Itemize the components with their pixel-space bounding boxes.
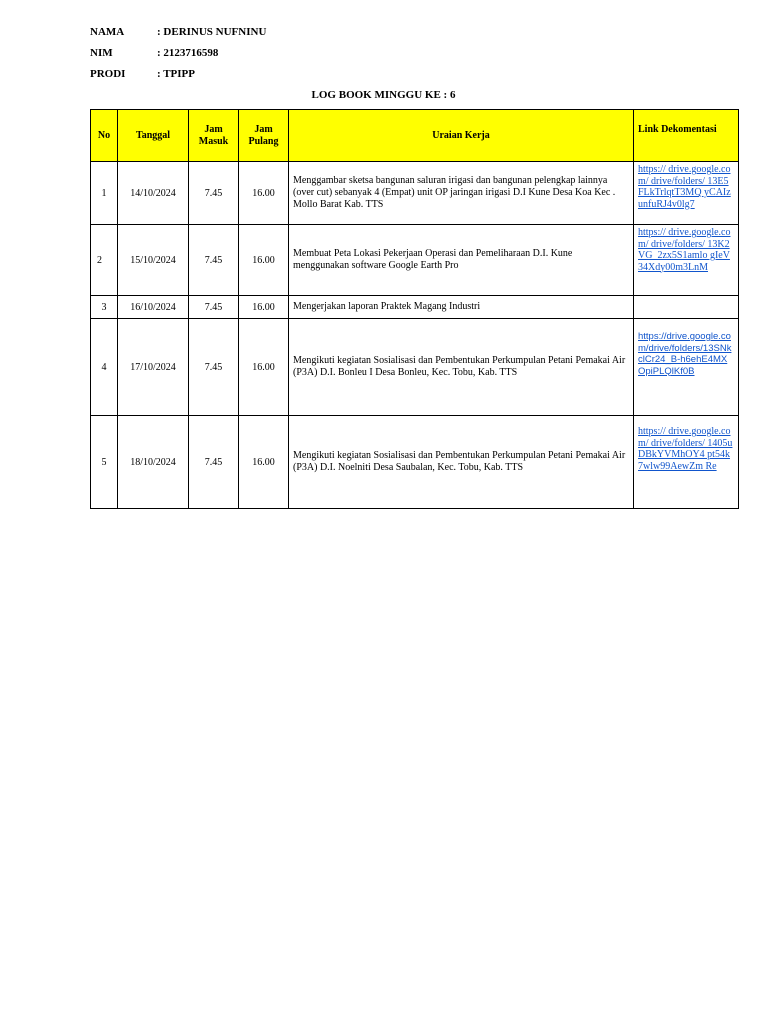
cell-jam-masuk: 7.45 (189, 225, 239, 296)
table-header-row (91, 110, 739, 162)
cell-no: 1 (91, 162, 118, 225)
table-row (91, 162, 739, 225)
header-jam-masuk-line1: Jam (204, 123, 223, 135)
documentation-link[interactable]: https:// drive.google.com/ drive/folders/ 13K2VG_2zx5S1amlo gIeV34Xdy00m3LnM (638, 227, 731, 273)
table-row (91, 225, 739, 296)
cell-link (634, 162, 739, 225)
table-row (91, 296, 739, 319)
header-link: Link Dekomentasi (634, 110, 739, 162)
header-tanggal: Tanggal (118, 110, 189, 162)
cell-jam-masuk: 7.45 (189, 416, 239, 509)
cell-uraian: Mengikuti kegiatan Sosialisasi dan Pembentukan Perkumpulan Petani Pemakai Air (P3A) D.I. Noelniti Desa Saubalan, Kec. Tobu, Kab. TTS (289, 416, 634, 509)
cell-link-empty (634, 296, 739, 319)
cell-uraian: Mengikuti kegiatan Sosialisasi dan Pembentukan Perkumpulan Petani Pemakai Air (P3A) D.I. Bonleu I Desa Bonleu, Kec. Tobu, Kab. TTS (289, 319, 634, 416)
cell-tanggal: 17/10/2024 (118, 319, 189, 416)
documentation-link[interactable]: https://drive.google.com/drive/folders/13SNkclCr24_B-h6ehE4MXOpiPLQlKf0B (638, 331, 732, 377)
cell-jam-masuk: 7.45 (189, 162, 239, 225)
documentation-link[interactable]: https:// drive.google.com/ drive/folders/ 13E5FLkTrlqtT3MQ yCAIzunfuRJ4v0lg7 (638, 164, 731, 210)
documentation-link[interactable]: https:// drive.google.com/ drive/folders/ 1405uDBkYVMhOY4 pt54k7wlw99AewZm Re (638, 426, 733, 472)
cell-no: 3 (91, 296, 118, 319)
nama-value: : DERINUS NUFNINU (157, 26, 267, 38)
cell-jam-pulang: 16.00 (239, 225, 289, 296)
table-row (91, 416, 739, 509)
cell-tanggal: 15/10/2024 (118, 225, 189, 296)
cell-uraian: Mengerjakan laporan Praktek Magang Industri (289, 296, 634, 319)
nim-label: NIM (90, 47, 113, 59)
cell-uraian: Menggambar sketsa bangunan saluran irigasi dan bangunan pelengkap lainnya (over cut) sebanyak 4 (Empat) unit OP jaringan irigasi D.I Kune Desa Koa Kec . Mollo Barat Kab. TTS (289, 162, 634, 225)
cell-tanggal: 18/10/2024 (118, 416, 189, 509)
page-title: LOG BOOK MINGGU KE : 6 (311, 89, 456, 101)
cell-jam-pulang: 16.00 (239, 416, 289, 509)
cell-jam-masuk: 7.45 (189, 319, 239, 416)
header-jam-pulang-line1: Jam (254, 123, 273, 135)
header-jam-masuk-line2: Masuk (198, 135, 229, 147)
prodi-label: PRODI (90, 68, 126, 80)
table-row (91, 319, 739, 416)
cell-jam-pulang: 16.00 (239, 162, 289, 225)
prodi-value: : TPIPP (157, 68, 195, 80)
header-jam-pulang-line2: Pulang (248, 135, 279, 147)
cell-link (634, 319, 739, 416)
header-no: No (91, 110, 118, 162)
cell-uraian: Membuat Peta Lokasi Pekerjaan Operasi dan Pemeliharaan D.I. Kune menggunakan software Google Earth Pro (289, 225, 634, 296)
header-jam-masuk (189, 110, 239, 162)
cell-no: 2 (91, 225, 118, 296)
cell-tanggal: 16/10/2024 (118, 296, 189, 319)
cell-no: 4 (91, 319, 118, 416)
header-uraian: Uraian Kerja (289, 110, 634, 162)
cell-no: 5 (91, 416, 118, 509)
cell-jam-masuk: 7.45 (189, 296, 239, 319)
cell-tanggal: 14/10/2024 (118, 162, 189, 225)
nama-label: NAMA (90, 26, 125, 38)
nim-value: : 2123716598 (157, 47, 219, 59)
cell-jam-pulang: 16.00 (239, 296, 289, 319)
header-jam-pulang (239, 110, 289, 162)
cell-jam-pulang: 16.00 (239, 319, 289, 416)
logbook-table (90, 109, 739, 509)
cell-link (634, 225, 739, 296)
cell-link (634, 416, 739, 509)
